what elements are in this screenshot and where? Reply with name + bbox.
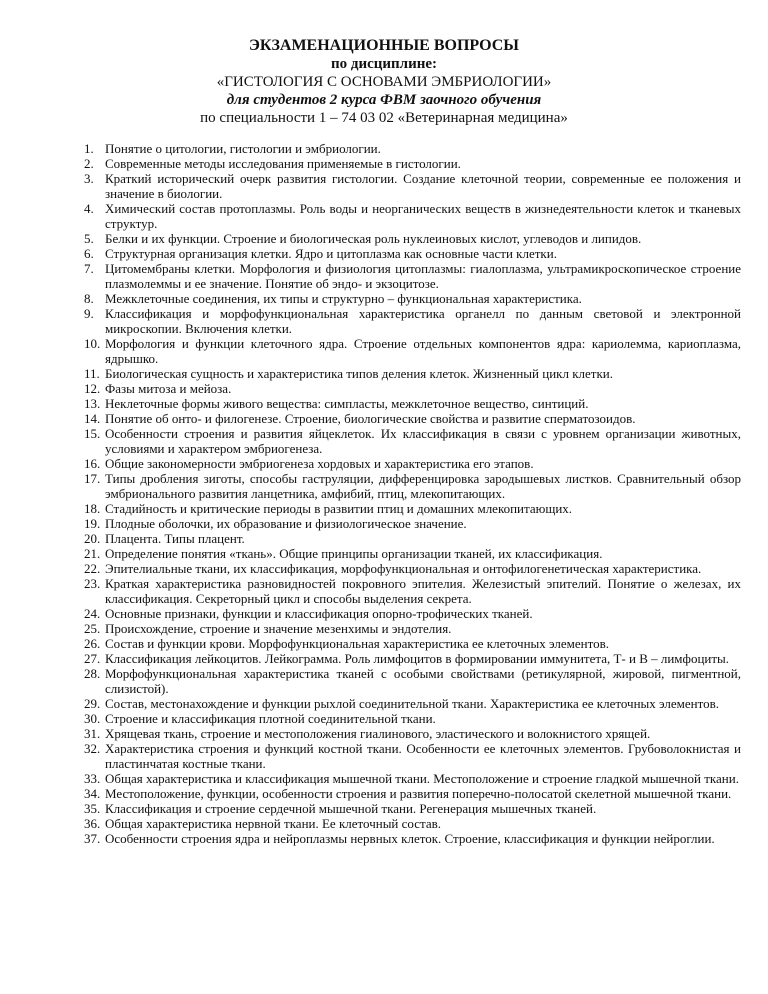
question-item: [84, 501, 741, 516]
question-item: [84, 171, 741, 201]
question-text: Состав и функции крови. Морфофункциональная характеристика ее клеточных элементов.: [105, 636, 609, 651]
question-number: 6.: [84, 246, 94, 261]
question-text: Морфофункциональная характеристика тканей с особыми свойствами (ретикулярной, жировой, пигментной, слизистой).: [105, 666, 741, 696]
question-number: 15.: [84, 426, 101, 441]
question-number: 31.: [84, 726, 101, 741]
question-item: [84, 831, 741, 846]
question-item: [84, 201, 741, 231]
question-number: 8.: [84, 291, 94, 306]
question-item: [84, 576, 741, 606]
question-number: 1.: [84, 141, 94, 156]
question-number: 20.: [84, 531, 101, 546]
question-item: [84, 546, 741, 561]
question-text: Особенности строения ядра и нейроплазмы нервных клеток. Строение, классификация и функции нейроглии.: [105, 831, 715, 846]
question-item: [84, 471, 741, 501]
question-item: [84, 156, 741, 171]
question-text: Характеристика строения и функций костной ткани. Особенности ее клеточных элементов. Грубоволокнистая и пластинчатая костные ткани.: [105, 741, 741, 771]
question-item: [84, 291, 741, 306]
document-header: [0, 36, 768, 127]
question-text: Межклеточные соединения, их типы и структурно – функциональная характеристика.: [105, 291, 582, 306]
question-item: [84, 141, 741, 156]
question-text: Стадийность и критические периоды в развитии птиц и домашних млекопитающих.: [105, 501, 573, 516]
question-number: 34.: [84, 786, 101, 801]
question-text: Общая характеристика нервной ткани. Ее клеточный состав.: [105, 816, 442, 831]
discipline-name: «ГИСТОЛОГИЯ С ОСНОВАМИ ЭМБРИОЛОГИИ»: [216, 74, 552, 90]
question-text: Краткая характеристика разновидностей покровного эпителия. Железистый эпителий. Понятие о железах, их классификация. Секреторный цикл и способы выделения секрета.: [105, 576, 741, 606]
question-item: [84, 651, 741, 666]
question-number: 2.: [84, 156, 94, 171]
question-item: [84, 726, 741, 741]
question-item: [84, 366, 741, 381]
question-text: Местоположение, функции, особенности строения и развития поперечно-полосатой скелетной мышечной ткани.: [105, 786, 732, 801]
question-item: [84, 561, 741, 576]
question-text: Хрящевая ткань, строение и местоположения гиалинового, эластического и волокнистого хрящей.: [105, 726, 651, 741]
question-number: 32.: [84, 741, 101, 756]
question-number: 37.: [84, 831, 101, 846]
question-number: 23.: [84, 576, 101, 591]
question-number: 7.: [84, 261, 94, 276]
question-text: Общие закономерности эмбриогенеза хордовых и характеристика его этапов.: [105, 456, 534, 471]
question-text: Классификация и строение сердечной мышечной ткани. Регенерация мышечных тканей.: [105, 801, 597, 816]
question-number: 17.: [84, 471, 101, 486]
question-text: Плодные оболочки, их образование и физиологическое значение.: [105, 516, 467, 531]
question-text: Состав, местонахождение и функции рыхлой соединительной ткани. Характеристика ее клеточных элементов.: [105, 696, 719, 711]
question-text: Эпителиальные ткани, их классификация, морфофункциональная и онтофилогенетическая характеристика.: [105, 561, 702, 576]
question-text: Особенности строения и развития яйцеклеток. Их классификация в связи с уровнем организации животных, условиями и характером эмбриогенеза.: [105, 426, 741, 456]
question-item: [84, 531, 741, 546]
question-item: [84, 426, 741, 456]
students-line: для студентов 2 курса ФВМ заочного обучения: [226, 92, 542, 108]
question-number: 11.: [84, 366, 100, 381]
question-text: Плацента. Типы плацент.: [105, 531, 245, 546]
question-item: [84, 306, 741, 336]
question-number: 14.: [84, 411, 101, 426]
question-number: 21.: [84, 546, 101, 561]
question-item: [84, 666, 741, 696]
question-text: Определение понятия «ткань». Общие принципы организации тканей, их классификация.: [105, 546, 603, 561]
question-text: Происхождение, строение и значение мезенхимы и эндотелия.: [105, 621, 452, 636]
question-text: Неклеточные формы живого вещества: симпласты, межклеточное вещество, синтиций.: [105, 396, 589, 411]
question-text: Химический состав протоплазмы. Роль воды и неорганических веществ в жизнедеятельности клеток и тканевых структур.: [105, 201, 741, 231]
question-text: Типы дробления зиготы, способы гаструляции, дифференцировка зародышевых листков. Сравнительный обзор эмбрионального развития ланцетника, амфибий, птиц, млекопитающих.: [105, 471, 741, 501]
question-number: 35.: [84, 801, 101, 816]
specialty-line: по специальности 1 – 74 03 02 «Ветеринарная медицина»: [200, 110, 568, 126]
question-number: 10.: [84, 336, 101, 351]
question-item: [84, 396, 741, 411]
question-item: [84, 771, 741, 786]
question-item: [84, 816, 741, 831]
question-number: 33.: [84, 771, 101, 786]
question-number: 4.: [84, 201, 94, 216]
question-number: 27.: [84, 651, 101, 666]
question-item: [84, 261, 741, 291]
question-item: [84, 231, 741, 246]
question-item: [84, 621, 741, 636]
question-number: 5.: [84, 231, 94, 246]
question-text: Структурная организация клетки. Ядро и цитоплазма как основные части клетки.: [105, 246, 557, 261]
question-number: 30.: [84, 711, 101, 726]
question-number: 3.: [84, 171, 94, 186]
discipline-prefix: по дисциплине:: [330, 56, 438, 72]
question-text: Общая характеристика и классификация мышечной ткани. Местоположение и строение гладкой мышечной ткани.: [105, 771, 739, 786]
question-item: [84, 741, 741, 771]
question-item: [84, 801, 741, 816]
question-item: [84, 636, 741, 651]
question-text: Классификация лейкоцитов. Лейкограмма. Роль лимфоцитов в формировании иммунитета, Т- и В – лимфоциты.: [105, 651, 730, 666]
question-text: Биологическая сущность и характеристика типов деления клеток. Жизненный цикл клетки.: [105, 366, 613, 381]
question-text: Понятие об онто- и филогенезе. Строение, биологические свойства и развитие сперматозоидов.: [105, 411, 636, 426]
question-text: Краткий исторический очерк развития гистологии. Создание клеточной теории, современные ее положения и значение в биологии.: [105, 171, 741, 201]
question-text: Основные признаки, функции и классификация опорно-трофических тканей.: [105, 606, 533, 621]
question-number: 22.: [84, 561, 101, 576]
question-item: [84, 411, 741, 426]
question-number: 29.: [84, 696, 101, 711]
question-number: 28.: [84, 666, 101, 681]
question-text: Классификация и морфофункциональная характеристика органелл по данным световой и электронной микроскопии. Включения клетки.: [105, 306, 741, 336]
question-text: Современные методы исследования применяемые в гистологии.: [105, 156, 461, 171]
question-text: Понятие о цитологии, гистологии и эмбриологии.: [105, 141, 381, 156]
question-text: Строение и классификация плотной соединительной ткани.: [105, 711, 436, 726]
question-item: [84, 786, 741, 801]
question-number: 13.: [84, 396, 101, 411]
question-item: [84, 336, 741, 366]
question-text: Фазы митоза и мейоза.: [105, 381, 232, 396]
question-number: 12.: [84, 381, 101, 396]
question-text: Белки и их функции. Строение и биологическая роль нуклеиновых кислот, углеводов и липидов.: [105, 231, 642, 246]
question-item: [84, 381, 741, 396]
question-item: [84, 456, 741, 471]
question-number: 16.: [84, 456, 101, 471]
question-number: 26.: [84, 636, 101, 651]
question-number: 25.: [84, 621, 101, 636]
questions-list: [84, 141, 741, 846]
question-item: [84, 696, 741, 711]
question-item: [84, 516, 741, 531]
question-number: 24.: [84, 606, 101, 621]
question-number: 18.: [84, 501, 101, 516]
question-item: [84, 711, 741, 726]
exam-questions-title: ЭКЗАМЕНАЦИОННЫЕ ВОПРОСЫ: [249, 37, 519, 54]
question-item: [84, 606, 741, 621]
question-text: Цитомембраны клетки. Морфология и физиология цитоплазмы: гиалоплазма, ультрамикроскопическое строение плазмолеммы и ее значение. Понятие об эндо- и экзоцитозе.: [105, 261, 741, 291]
question-number: 36.: [84, 816, 101, 831]
question-number: 9.: [84, 306, 94, 321]
question-item: [84, 246, 741, 261]
question-text: Морфология и функции клеточного ядра. Строение отдельных компонентов ядра: кариолемма, кариоплазма, ядрышко.: [105, 336, 741, 366]
question-number: 19.: [84, 516, 101, 531]
